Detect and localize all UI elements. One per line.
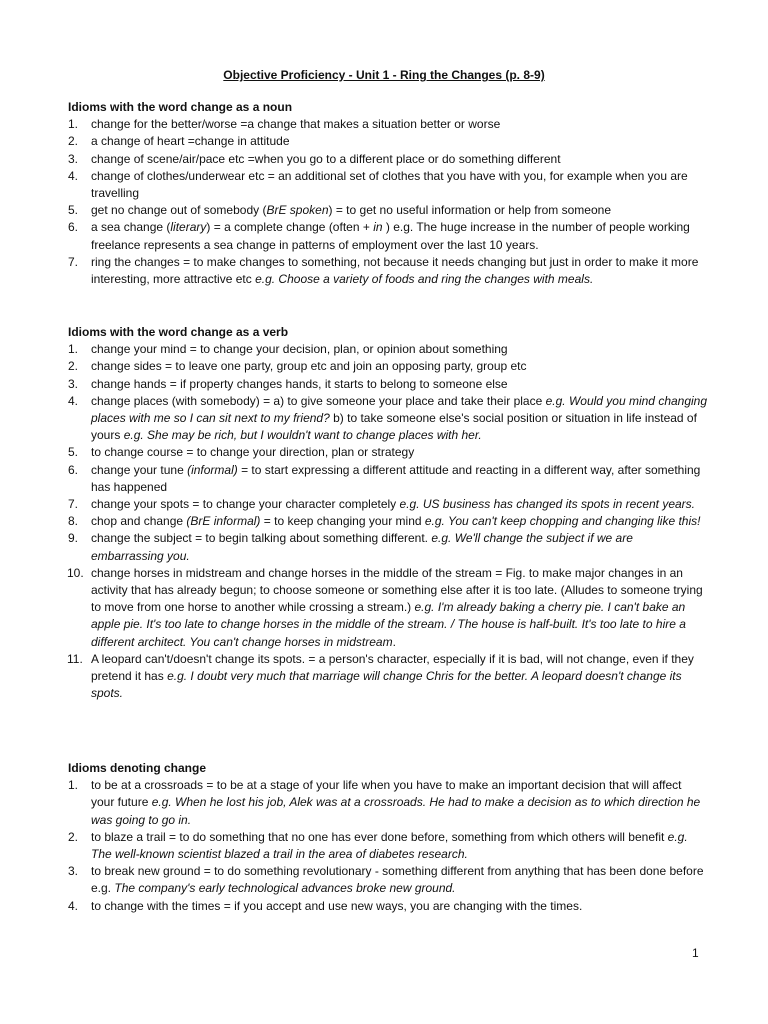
item-number: 8. [68, 514, 79, 529]
list-item [68, 444, 708, 461]
item-number: 2. [68, 134, 79, 149]
definition-text: chop and change [91, 514, 187, 529]
item-number: 2. [68, 359, 79, 374]
definition-text: change for the better/worse =a change that makes a situation better or worse [91, 117, 501, 132]
definition-text: a sea change ( [91, 220, 171, 235]
section-heading: Idioms denoting change [68, 761, 207, 775]
example-text: e.g. I'm already baking a cherry pie. I can't bake an apple pie. It's too late to change horses in the middle of the stream. / The house is half-built. It's too late to hire a different architect. You can't change horses in midstream [91, 600, 686, 649]
list-item [68, 133, 708, 150]
list-item [68, 777, 708, 829]
definition-text: to change with the times = if you accept and use new ways, you are changing with the times. [91, 898, 583, 913]
item-number: 3. [68, 376, 79, 391]
list-item [68, 393, 708, 445]
example-text: e.g. Would you mind changing places with me so I can sit next to my friend? [91, 393, 708, 426]
item-number: 3. [68, 151, 79, 166]
item-number: 10. [67, 565, 84, 580]
example-text: (informal) [187, 462, 238, 477]
definition-text: to change course = to change your direction, plan or strategy [91, 445, 415, 460]
example-text: (BrE informal) [186, 514, 261, 529]
item-number: 4. [68, 168, 79, 183]
list-item [68, 496, 708, 513]
item-number: 11. [67, 651, 83, 666]
section-denoting-change [68, 760, 708, 915]
list-item [68, 829, 708, 863]
example-text: The company's early technological advances broke new ground. [114, 881, 456, 896]
example-text: e.g. When he lost his job, Alek was at a crossroads. He had to make a decision as to which direction he was going to go in. [91, 795, 701, 827]
definition-text: change the subject = to begin talking about something different. [91, 531, 432, 546]
page-title: Objective Proficiency - Unit 1 - Ring the Changes (p. 8-9) [223, 68, 545, 82]
list-item [68, 202, 708, 219]
section-verb [68, 324, 708, 702]
item-number: 6. [68, 462, 79, 477]
definition-text: change your spots = to change your character completely [91, 497, 400, 512]
item-number: 1. [68, 117, 79, 132]
definition-text: . [392, 634, 396, 649]
idiom-list [68, 341, 708, 702]
list-item [68, 219, 708, 253]
example-text: e.g. US business has changed its spots in recent years. [399, 497, 696, 512]
definition-text: get no change out of somebody ( [91, 203, 267, 218]
list-item [68, 651, 708, 703]
list-item [68, 513, 708, 530]
example-text: e.g. We'll change the subject if we are embarrassing you. [91, 531, 633, 563]
idiom-list [68, 116, 708, 288]
example-text: e.g. She may be rich, but I wouldn't want to change places with her. [123, 428, 482, 443]
item-number: 4. [68, 393, 79, 408]
definition-text: change horses in midstream and change horses in the middle of the stream = Fig. to make major changes in an activity that has already begun; to choose someone or something else after it is too late. (Alludes to someone trying to move from one horse to another while crossing a stream.) [91, 565, 703, 615]
definition-text: change sides = to leave one party, group etc and join an opposing party, group etc [91, 359, 527, 374]
item-number: 9. [68, 531, 79, 546]
definition-text: = to keep changing your mind [260, 514, 425, 529]
item-number: 2. [68, 829, 79, 844]
list-item [68, 358, 708, 375]
item-number: 7. [68, 497, 79, 512]
list-item [68, 341, 708, 358]
list-item [68, 116, 708, 133]
item-number: 3. [68, 864, 79, 879]
item-number: 7. [68, 254, 79, 269]
definition-text: change of scene/air/pace etc =when you go to a different place or do something different [91, 151, 561, 166]
example-text: e.g. You can't keep chopping and changing like this! [424, 514, 701, 529]
section-heading: Idioms with the word change as a verb [68, 325, 289, 339]
list-item [68, 462, 708, 496]
list-item [68, 254, 708, 288]
definition-text: change places (with somebody) = a) to give someone your place and take their place [91, 393, 546, 408]
list-item [68, 565, 708, 651]
definition-text: b) to take someone else's social position or situation in life instead of yours [91, 411, 697, 443]
definition-text: to be at a crossroads = to be at a stage of your life when you have to make an important decision that will affect your future [91, 778, 682, 810]
definition-text: change hands = if property changes hands, it starts to belong to someone else [91, 376, 508, 391]
list-item [68, 898, 708, 915]
definition-text: ) = a complete change (often + [206, 220, 374, 235]
section-heading: Idioms with the word change as a noun [68, 100, 293, 114]
definition-text: ) = to get no useful information or help from someone [328, 203, 611, 218]
definition-text: change your tune [91, 462, 188, 477]
item-number: 6. [68, 220, 79, 235]
example-text: literary [170, 220, 207, 235]
definition-text: a change of heart =change in attitude [91, 134, 290, 149]
list-item [68, 151, 708, 168]
idiom-list [68, 777, 708, 915]
definition-text: change of clothes/underwear etc = an additional set of clothes that you have with you, for example when you are travelling [91, 168, 688, 201]
list-item [68, 863, 708, 897]
example-text: BrE spoken [266, 203, 329, 218]
definition-text: A leopard can't/doesn't change its spots. = a person's character, especially if it is bad, will not change, even if they pretend it has [91, 651, 694, 684]
list-item [68, 376, 708, 393]
item-number: 1. [68, 778, 79, 793]
example-text: e.g. The well-known scientist blazed a trail in the area of diabetes research. [91, 829, 688, 862]
section-noun [68, 99, 708, 288]
definition-text: = to start expressing a different attitude and reacting in a different way, after something has happened [91, 462, 701, 494]
definition-text: to blaze a trail = to do something that no one has ever done before, something from which others will benefit [91, 829, 668, 844]
item-number: 4. [68, 898, 79, 913]
definition-text: change your mind = to change your decision, plan, or opinion about something [91, 342, 508, 357]
list-item [68, 168, 708, 202]
example-text: e.g. Choose a variety of foods and ring the changes with meals. [255, 272, 594, 287]
list-item [68, 530, 708, 564]
example-text: in [373, 220, 383, 235]
definition-text: to break new ground = to do something revolutionary - something different from anything that has been done before e.g. [91, 864, 704, 896]
item-number: 5. [68, 445, 79, 460]
definition-text: ) e.g. The huge increase in the number of people working freelance represents a sea change in patterns of employment over the last 10 years. [91, 220, 690, 252]
example-text: e.g. I doubt very much that marriage will change Chris for the better. A leopard doesn't change its spots. [91, 669, 682, 701]
item-number: 1. [68, 342, 79, 357]
page-number: 1 [692, 946, 699, 960]
item-number: 5. [68, 203, 79, 218]
definition-text: ring the changes = to make changes to something, not because it needs changing but just in order to make it more interesting, more attractive etc [91, 254, 699, 287]
